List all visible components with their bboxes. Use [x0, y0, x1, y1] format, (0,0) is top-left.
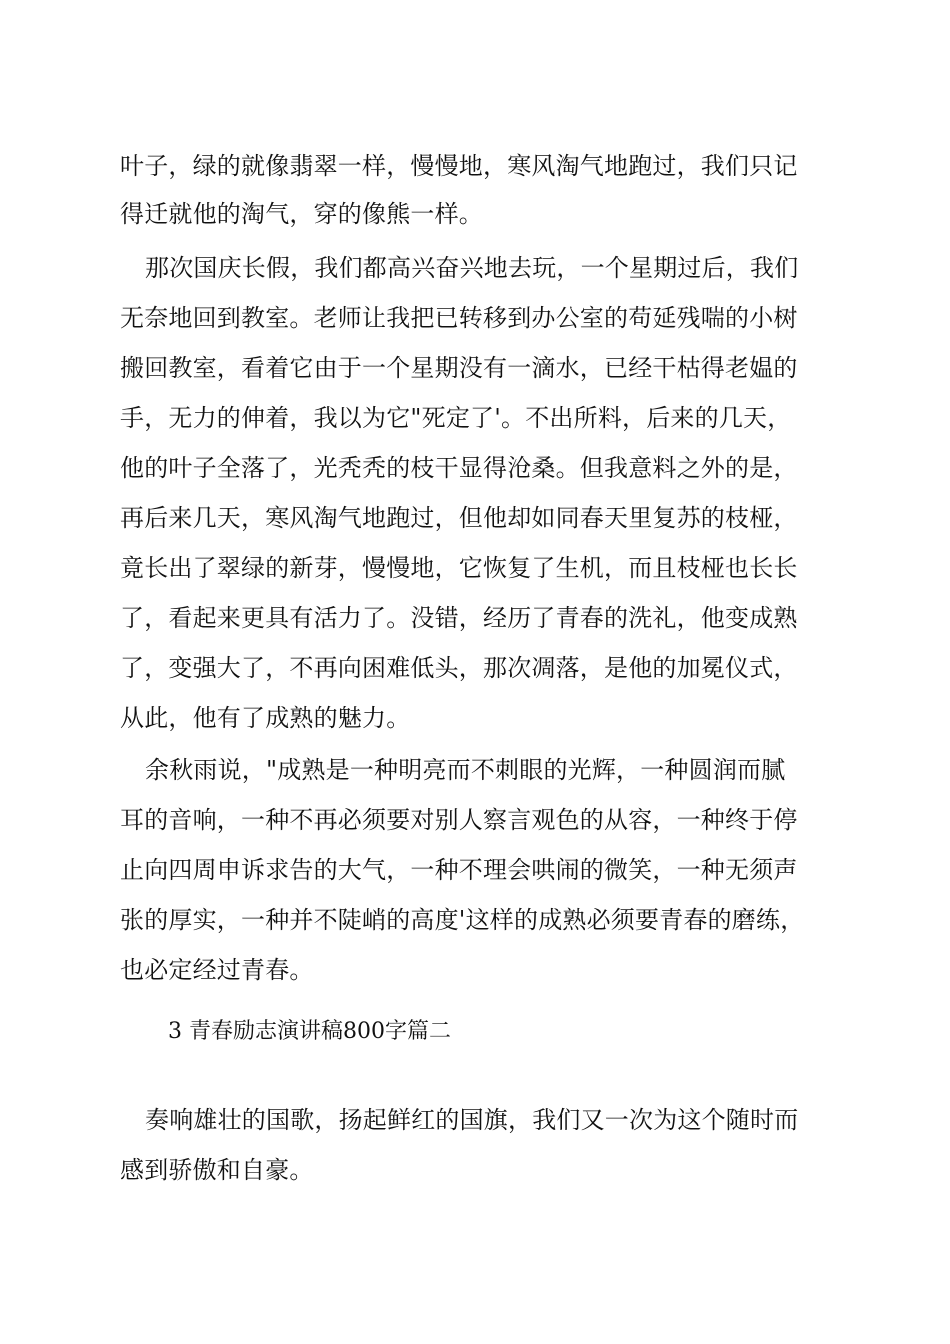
paragraph-3-line-2: 耳的音响，一种不再必须要对别人察言观色的从容，一种终于停 — [120, 806, 798, 834]
paragraph-2-line-5: 他的叶子全落了，光秃秃的枝干显得沧桑。但我意料之外的是， — [120, 454, 798, 482]
closing-paragraph-line-2: 感到骄傲和自豪。 — [120, 1156, 314, 1184]
paragraph-3-line-5: 也必定经过青春。 — [120, 956, 314, 984]
section-heading: 3 青春励志演讲稿800字篇二 — [168, 1019, 451, 1044]
paragraph-1-line-1: 叶子，绿的就像翡翠一样，慢慢地，寒风淘气地跑过，我们只记 — [120, 152, 798, 180]
paragraph-1-line-2: 得迁就他的淘气，穿的像熊一样。 — [120, 200, 483, 228]
paragraph-2-line-2: 无奈地回到教室。老师让我把已转移到办公室的苟延残喘的小树 — [120, 304, 798, 332]
paragraph-3-line-3: 止向四周申诉求告的大气，一种不理会哄闹的微笑，一种无须声 — [120, 856, 798, 884]
paragraph-2-line-1: 那次国庆长假，我们都高兴奋兴地去玩，一个星期过后，我们 — [145, 254, 799, 282]
closing-paragraph-line-1: 奏响雄壮的国歌，扬起鲜红的国旗，我们又一次为这个随时而 — [145, 1106, 799, 1134]
paragraph-3-line-4: 张的厚实，一种并不陡峭的高度'这样的成熟必须要青春的磨练， — [120, 906, 805, 934]
paragraph-2-line-3: 搬回教室，看着它由于一个星期没有一滴水，已经干枯得老媪的 — [120, 354, 798, 382]
paragraph-3-line-1: 余秋雨说，"成熟是一种明亮而不刺眼的光辉，一种圆润而腻 — [145, 756, 786, 784]
paragraph-2-line-8: 了，看起来更具有活力了。没错，经历了青春的洗礼，他变成熟 — [120, 604, 798, 632]
paragraph-2-line-6: 再后来几天，寒风淘气地跑过，但他却如同春天里复苏的枝桠， — [120, 504, 798, 532]
paragraph-2-line-9: 了，变强大了，不再向困难低头，那次凋落，是他的加冕仪式， — [120, 654, 798, 682]
paragraph-2-line-4: 手，无力的伸着，我以为它"死定了'。不出所料，后来的几天， — [120, 404, 792, 432]
paragraph-2-line-7: 竟长出了翠绿的新芽，慢慢地，它恢复了生机，而且枝桠也长长 — [120, 554, 798, 582]
paragraph-2-line-10: 从此，他有了成熟的魅力。 — [120, 704, 411, 732]
